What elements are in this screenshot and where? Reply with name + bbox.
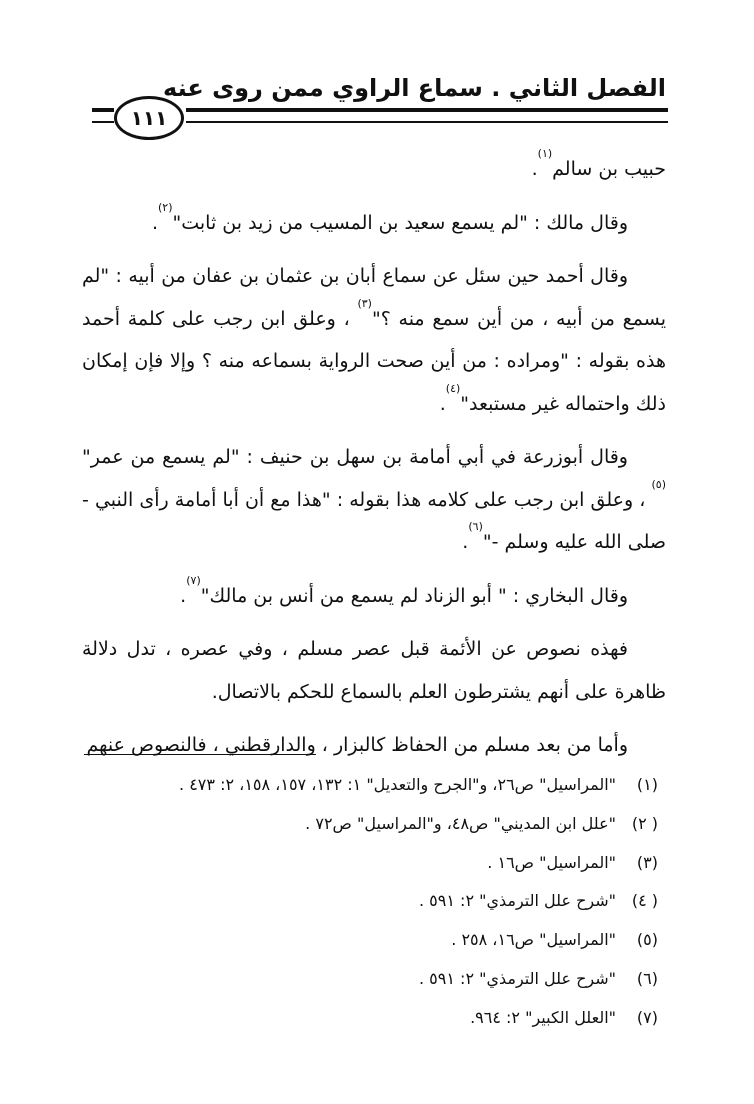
- footnote: [82, 999, 658, 1038]
- footnote: [82, 960, 658, 999]
- footnote-number: (٣): [636, 852, 658, 872]
- footnote-ref: (١): [537, 147, 553, 160]
- footnote-ref: (٦): [468, 520, 483, 533]
- footnote-separator: [84, 754, 316, 755]
- paragraph: وقال أحمد حين سئل عن سماع أبان بن عثمان بن عفان من أبيه : "لم يسمع من أبيه ، من أين سمع منه ؟"$^{(٣)}$ ، وعلق ابن رجب على كلمة أحمد هذه بقوله : "ومراده : من أين صحت الرواية بسماعه منه ؟ وإلا فإن إمكان ذلك واحتماله غير مستبعد"$^{(٤)}$.: [82, 265, 666, 415]
- footnote-text: "علل ابن المديني" ص٤٨، و"المراسيل" ص٧٢ .: [305, 813, 616, 833]
- header-rule: [186, 108, 668, 123]
- footnote-text: "المراسيل" ص٢٦، و"الجرح والتعديل" ١: ١٣٢، ١٥٧، ١٥٨، ٢: ٤٧٣ .: [179, 775, 616, 794]
- footnote-text: "المراسيل" ص١٦ .: [487, 852, 616, 872]
- footnote: [82, 766, 658, 805]
- footnote-number: (٦): [636, 968, 658, 988]
- footnote-text: "شرح علل الترمذي" ٢: ٥٩١ .: [419, 891, 616, 911]
- footnote-number: (١): [636, 775, 658, 794]
- footnote-text: "العلل الكبير" ٢: ٩٦٤.: [470, 1007, 616, 1027]
- footnote-number: ( ٢): [631, 813, 658, 833]
- footnote-ref: (٧): [186, 573, 201, 587]
- header-rule-end: [92, 108, 114, 123]
- footnote-ref: (٣): [357, 296, 372, 310]
- footnote-text: "شرح علل الترمذي" ٢: ٥٩١ .: [419, 968, 616, 988]
- paragraph: وقال أبوزرعة في أبي أمامة بن سهل بن حنيف : "لم يسمع من عمر"$^{(٥)}$ ، وعلق ابن رجب على كلامه هذا بقوله : "هذا مع أن أبا أمامة رأى النبي - صلى الله عليه وسلم -"$^{(٦)}$.: [82, 446, 666, 553]
- main-text: [82, 148, 666, 778]
- paragraph: وقال البخاري : " أبو الزناد لم يسمع من أنس بن مالك"$^{(٧)}$.: [180, 573, 628, 607]
- footnote: [82, 882, 658, 921]
- paragraph: فهذه نصوص عن الأئمة قبل عصر مسلم ، وفي عصره ، تدل دلالة ظاهرة على أنهم يشترطون العلم بالسماع للحكم بالاتصال.: [82, 638, 666, 703]
- paragraph: وقال مالك : "لم يسمع سعيد بن المسيب من زيد بن ثابت"$^{(٢)}$.: [151, 200, 628, 234]
- footnote: [82, 844, 658, 883]
- footnotes: [82, 766, 658, 1038]
- footnote-ref: (٢): [157, 200, 173, 214]
- footnote: [82, 805, 658, 844]
- paragraph: وأما من بعد مسلم من الحفاظ كالبزار ، والدارقطني ، فالنصوص عنهم: [86, 734, 628, 756]
- footnote-number: ( ٤): [631, 891, 658, 911]
- footnote: [82, 921, 658, 960]
- page-number: ١١١: [114, 96, 184, 140]
- paragraph: حبيب بن سالم$^{(١)}$.: [531, 147, 666, 180]
- footnote-number: (٧): [636, 1007, 658, 1027]
- footnote-ref: (٥): [651, 477, 666, 491]
- footnote-text: "المراسيل" ص١٦، ٢٥٨ .: [451, 930, 616, 950]
- footnote-ref: (٤): [445, 381, 461, 395]
- footnote-number: (٥): [636, 930, 658, 950]
- chapter-title: الفصل الثاني . سماع الراوي ممن روى عنه: [163, 74, 666, 102]
